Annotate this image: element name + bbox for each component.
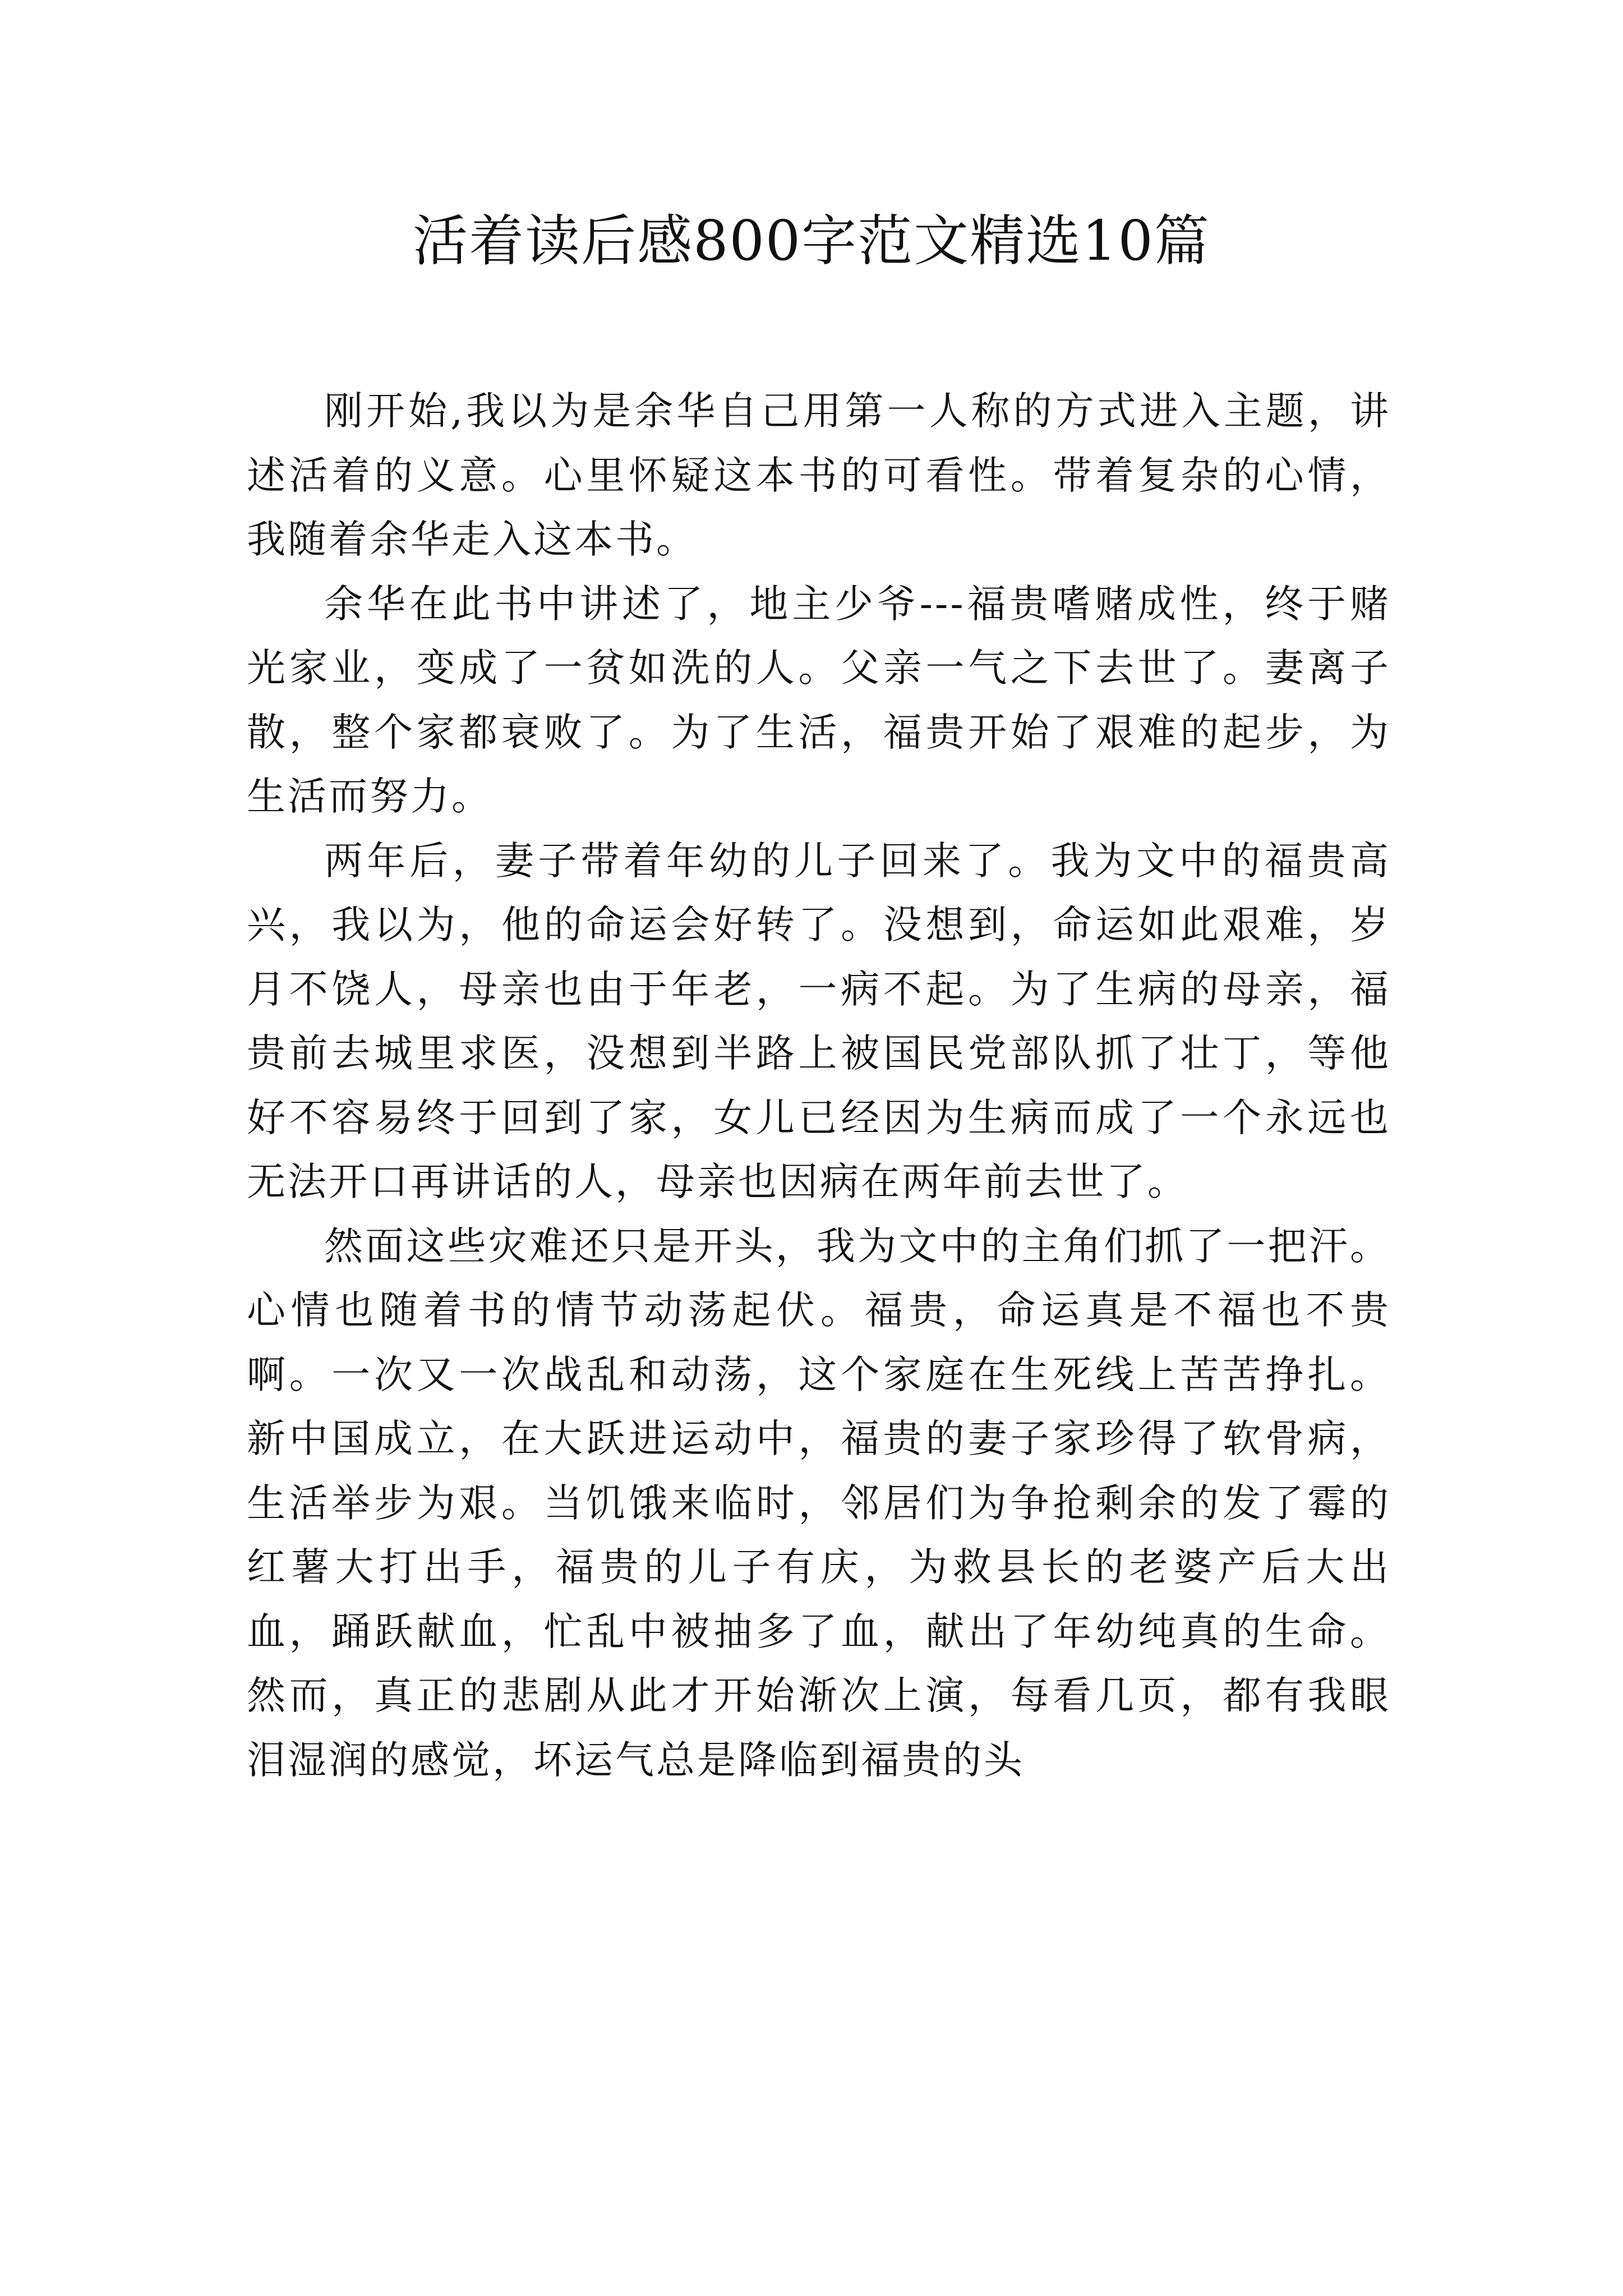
document-title: 活着读后感800字范文精选10篇	[413, 209, 1210, 273]
paragraph-4: 然面这些灾难还只是开头，我为文中的主角们抓了一把汗。心情也随着书的情节动荡起伏。福贵，命运真是不福也不贵啊。一次又一次战乱和动荡，这个家庭在生死线上苦苦挣扎。新中国成立，在大跃进运动中，福贵的妻子家珍得了软骨病，生活举步为艰。当饥饿来临时，邻居们为争抢剩余的发了霉的红薯大打出手，福贵的儿子有庆，为救县长的老婆产后大出血，踊跃献血，忙乱中被抽多了血，献出了年幼纯真的生命。然而，真正的悲剧从此才开始渐次上演，每看几页，都有我眼泪湿润的感觉，坏运气总是降临到福贵的头	[247, 1223, 1391, 1783]
paragraph-1: 刚开始,我以为是余华自己用第一人称的方式进入主题，讲述活着的义意。心里怀疑这本书的可看性。带着复杂的心情，我随着余华走入这本书。	[247, 389, 1391, 562]
document-body	[247, 379, 1391, 1792]
paragraph-2: 余华在此书中讲述了，地主少爷---福贵嗜赌成性，终于赌光家业，变成了一贫如洗的人。父亲一气之下去世了。妻离子散，整个家都衰败了。为了生活，福贵开始了艰难的起步，为生活而努力。	[247, 581, 1391, 819]
paragraph-3: 两年后，妻子带着年幼的儿子回来了。我为文中的福贵高兴，我以为，他的命运会好转了。没想到，命运如此艰难，岁月不饶人，母亲也由于年老，一病不起。为了生病的母亲，福贵前去城里求医，没想到半路上被国民党部队抓了壮丁，等他好不容易终于回到了家，女儿已经因为生病而成了一个永远也无法开口再讲话的人，母亲也因病在两年前去世了。	[247, 838, 1391, 1204]
